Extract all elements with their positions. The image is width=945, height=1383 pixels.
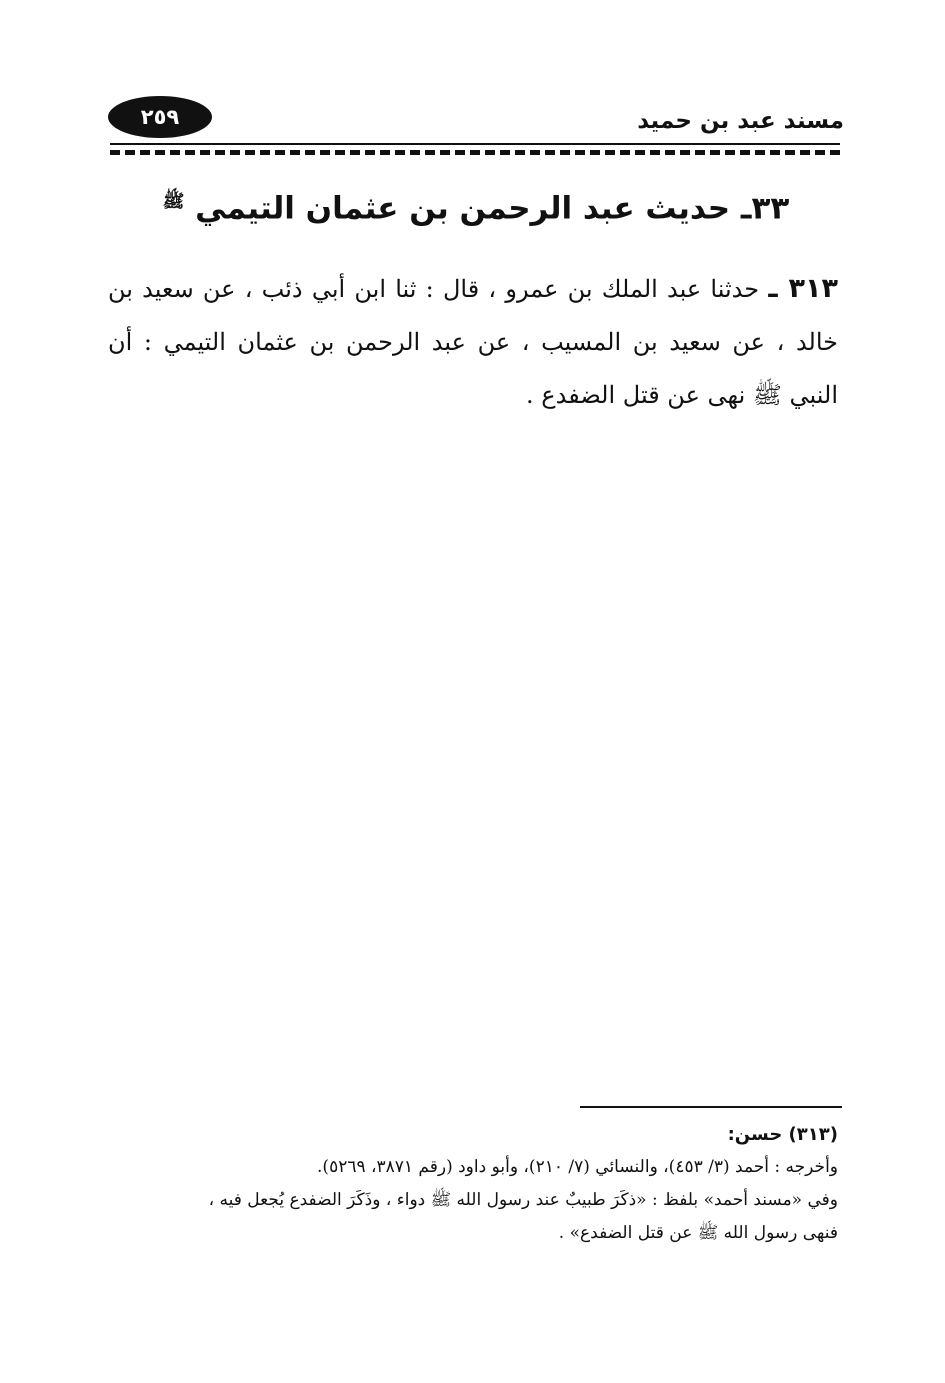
chapter-title: ٣٣ـ حديث عبد الرحمن بن عثمان التيمي <box>195 190 790 227</box>
hadith-number: ٣١٣ ـ <box>768 273 838 304</box>
chapter-heading <box>108 190 844 226</box>
hadith-text: حدثنا عبد الملك بن عمرو ، قال : ثنا ابن أبي ذئب ، عن سعيد بن خالد ، عن سعيد بن المسيب ، عن عبد الرحمن بن عثمان التيمي : أن النبي ﷺ نهى عن قتل الضفدع . <box>108 275 838 409</box>
hadith-paragraph <box>108 262 838 422</box>
page-number-badge: ٢٥٩ <box>108 96 212 138</box>
running-header <box>108 96 844 148</box>
footnote-line: فنهى رسول الله ﷺ عن قتل الضفدع» . <box>558 1223 838 1243</box>
footnotes <box>108 1118 838 1250</box>
header-rule <box>110 143 840 145</box>
book-title: مسند عبد بن حميد <box>637 108 844 134</box>
footnote-line: وفي «مسند أحمد» بلفظ : «ذكَرَ طبيبٌ عند رسول الله ﷺ دواء ، وذَكَرَ الضفدع يُجعل فيه ، <box>208 1190 838 1210</box>
footnote-line: وأخرجه : أحمد (٣/ ٤٥٣)، والنسائي (٧/ ٢١٠)، وأبو داود (رقم ٣٨٧١، ٥٢٦٩). <box>317 1157 838 1177</box>
footnote-grade: (٣١٣) حسن: <box>727 1124 838 1145</box>
header-dashed-border <box>110 150 840 155</box>
footnote-separator <box>580 1106 842 1108</box>
honorific-glyph: ﷺ <box>162 191 185 212</box>
